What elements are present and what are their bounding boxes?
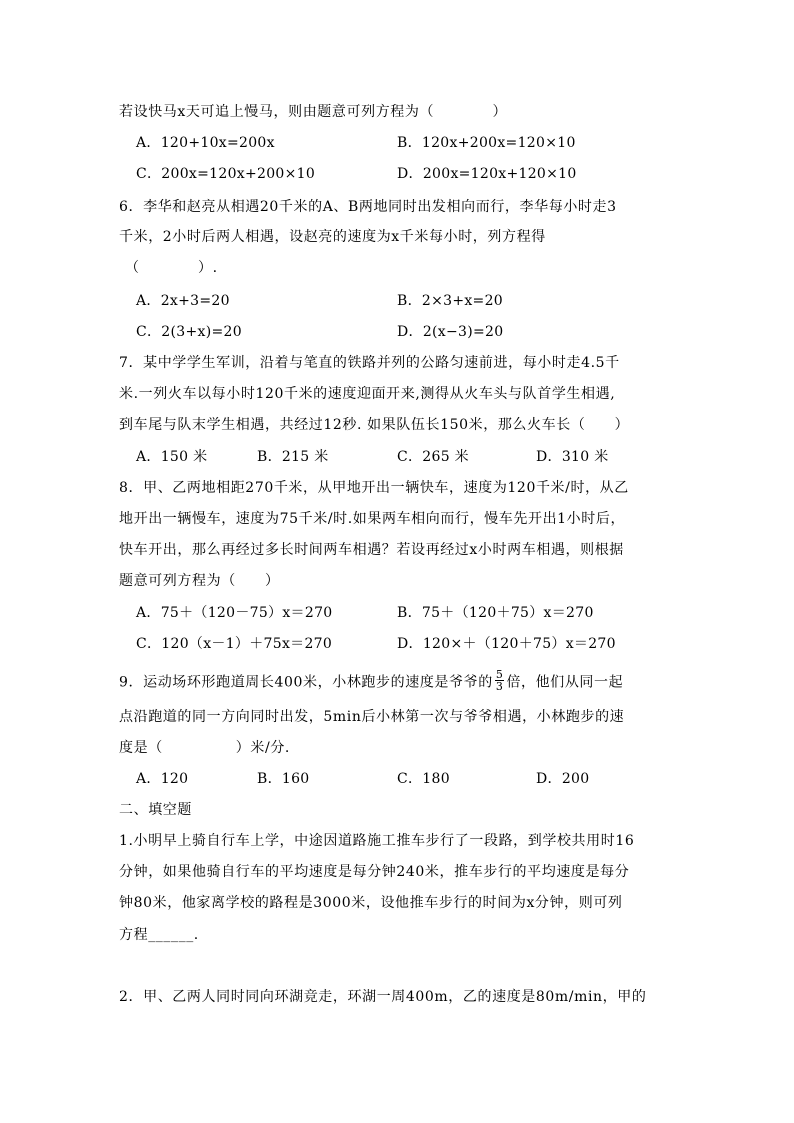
fraction-numerator: 5 [495,668,504,681]
f1-stem-line3: 钟80米，他家离学校的路程是3000米，设他推车步行的时间为x分钟，则可列 [119,895,623,911]
q5-option-b: B．120x+200x=120×10 [397,135,576,151]
q9-stem-pre: 9．运动场环形跑道周长400米，小林跑步的速度是爷爷的 [119,674,493,691]
q6-option-c: C．2(3+x)=20 [136,324,242,340]
q5-stem: 若设快马x天可追上慢马，则由题意可列方程为（ ） [119,104,508,120]
q9-stem-post: 倍，他们从同一起 [506,674,624,691]
q7-option-b: B．215 米 [257,449,329,465]
q6-stem-line3: （ ）. [125,260,218,276]
q9-stem-line2: 点沿跑道的同一方向同时出发，5min后小林第一次与爷爷相遇，小林跑步的速 [119,709,625,725]
f1-stem-line2: 分钟，如果他骑自行车的平均速度是每分钟240米，推车步行的平均速度是每分 [119,864,630,880]
q9-option-a: A．120 [136,771,189,787]
f1-stem-line1: 1.小明早上骑自行车上学，中途因道路施工推车步行了一段路，到学校共用时16 [119,833,635,849]
q8-option-a: A．75＋（120－75）x＝270 [136,605,333,621]
q6-stem-line2: 千米，2小时后两人相遇，设赵亮的速度为x千米每小时，列方程得 [119,229,546,245]
q8-stem-line3: 快车开出，那么再经过多长时间两车相遇？若设再经过x小时两车相遇，则根据 [119,542,624,558]
q7-stem-line1: 7．某中学学生军训，沿着与笔直的铁路并列的公路匀速前进，每小时走4.5千 [119,355,620,371]
q8-option-b: B．75＋（120＋75）x＝270 [397,605,594,621]
section-heading-fill-in: 二、填空题 [119,802,192,818]
q9-option-d: D．200 [536,771,590,787]
q7-option-a: A．150 米 [136,449,208,465]
q5-option-d: D．200x=120x+120×10 [397,166,577,182]
q7-stem-line2: 米.一列火车以每小时120千米的速度迎面开来,测得从火车头与队首学生相遇, [119,386,616,402]
q6-stem-line1: 6．李华和赵亮从相遇20千米的A、B两地同时出发相向而行，李华每小时走3 [119,199,617,215]
q6-option-d: D．2(x−3)=20 [397,324,504,340]
q8-stem-line2: 地开出一辆慢车，速度为75千米/时.如果两车相向而行，慢车先开出1小时后， [119,511,626,527]
q9-stem-line3: 度是（ ）米/分. [119,740,290,756]
f2-stem-line1: 2．甲、乙两人同时同向环湖竞走，环湖一周400m，乙的速度是80m/min，甲的 [119,989,647,1005]
q5-option-a: A．120+10x=200x [136,135,275,151]
q7-stem-line3: 到车尾与队末学生相遇，共经过12秒. 如果队伍长150米，那么火车长（ ） [119,417,630,433]
q9-option-b: B．160 [257,771,310,787]
q8-option-d: D．120×＋（120＋75）x＝270 [397,636,616,652]
fraction-denominator: 3 [495,680,504,693]
five-thirds-fraction [495,669,505,692]
q7-option-c: C．265 米 [397,449,469,465]
q7-option-d: D．310 米 [536,449,609,465]
q5-option-c: C．200x=120x+200×10 [136,166,316,182]
q8-option-c: C．120（x－1）＋75x＝270 [136,636,333,652]
f1-stem-line4: 方程______. [119,927,199,943]
q9-stem-line1 [119,668,624,694]
q9-option-c: C．180 [397,771,450,787]
q6-option-a: A．2x+3=20 [136,293,230,309]
q8-stem-line1: 8．甲、乙两地相距270千米，从甲地开出一辆快车，速度为120千米/时，从乙 [119,480,629,496]
q6-option-b: B．2×3+x=20 [397,293,504,309]
q8-stem-line4: 题意可列方程为（ ） [119,573,280,589]
